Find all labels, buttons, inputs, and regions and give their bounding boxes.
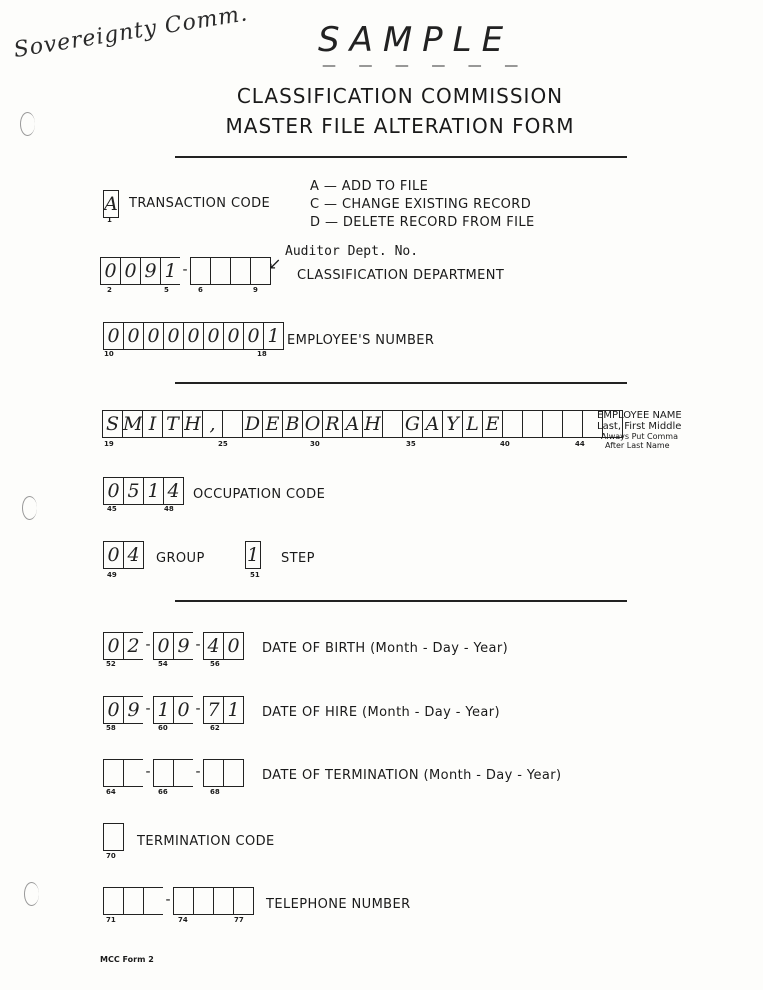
column-number: 58	[106, 724, 116, 732]
column-number: 1	[107, 216, 112, 224]
dept-digit[interactable]: 1	[160, 257, 180, 285]
column-number: 30	[310, 440, 320, 448]
dept-digit[interactable]: 9	[140, 257, 160, 285]
separator: -	[195, 701, 201, 717]
column-number: 45	[107, 505, 117, 513]
phone-digit[interactable]	[173, 887, 193, 915]
option-delete: D — DELETE RECORD FROM FILE	[310, 215, 535, 230]
name-char[interactable]: Y	[442, 410, 462, 438]
column-number: 77	[234, 916, 244, 924]
transaction-code-field[interactable]	[103, 190, 119, 218]
occupation-digit[interactable]: 5	[123, 477, 143, 505]
birth-day-digit[interactable]: 0	[153, 632, 173, 660]
name-label-hint: After Last Name	[605, 441, 670, 450]
hire-day-digit[interactable]: 0	[173, 696, 193, 724]
separator: -	[145, 637, 151, 653]
occupation-code-field[interactable]	[103, 477, 184, 505]
group-label: GROUP	[156, 551, 205, 566]
employee-name-field[interactable]	[102, 410, 623, 438]
name-char[interactable]: H	[182, 410, 202, 438]
emp-digit[interactable]: 0	[223, 322, 243, 350]
form-title-line1: CLASSIFICATION COMMISSION	[236, 84, 564, 108]
birth-month-digit[interactable]: 2	[123, 632, 143, 660]
hire-day-digit[interactable]: 1	[153, 696, 173, 724]
name-char[interactable]: O	[302, 410, 322, 438]
name-char[interactable]: M	[122, 410, 142, 438]
column-number: 56	[210, 660, 220, 668]
area-code-digit[interactable]	[123, 887, 143, 915]
column-number: 2	[107, 286, 112, 294]
name-char[interactable]	[522, 410, 542, 438]
emp-digit[interactable]: 0	[123, 322, 143, 350]
group-digit[interactable]: 0	[103, 541, 123, 569]
column-number: 64	[106, 788, 116, 796]
column-number: 25	[218, 440, 228, 448]
sample-stamp: SAMPLE	[318, 20, 514, 60]
transaction-code-options	[310, 178, 535, 232]
column-number: 74	[178, 916, 188, 924]
column-number: 71	[106, 916, 116, 924]
name-char[interactable]: E	[262, 410, 282, 438]
termination-code-label: TERMINATION CODE	[137, 834, 275, 849]
area-code-digit[interactable]	[103, 887, 123, 915]
column-number: 60	[158, 724, 168, 732]
column-number: 52	[106, 660, 116, 668]
column-number: 9	[253, 286, 258, 294]
name-char[interactable]	[562, 410, 582, 438]
divider	[175, 382, 627, 384]
column-number: 5	[164, 286, 169, 294]
handwritten-note: Sovereignty Comm.	[12, 1, 250, 63]
column-number: 66	[158, 788, 168, 796]
hire-year-digit[interactable]: 1	[223, 696, 244, 724]
employee-name-label	[597, 410, 682, 450]
dept-digit[interactable]: 0	[120, 257, 140, 285]
column-number: 62	[210, 724, 220, 732]
emp-digit[interactable]: 0	[143, 322, 163, 350]
birth-date-label: DATE OF BIRTH (Month - Day - Year)	[262, 641, 509, 656]
separator: -	[195, 637, 201, 653]
name-char[interactable]	[502, 410, 522, 438]
department-number-field[interactable]	[100, 257, 271, 285]
column-number: 6	[198, 286, 203, 294]
dept-digit[interactable]	[230, 257, 250, 285]
column-number: 68	[210, 788, 220, 796]
termination-code-box[interactable]	[103, 823, 124, 851]
auditor-note: Auditor Dept. No.	[285, 244, 419, 259]
name-char[interactable]: A	[422, 410, 442, 438]
form-title-line2: MASTER FILE ALTERATION FORM	[225, 114, 575, 138]
term-day-digit[interactable]	[173, 759, 193, 787]
column-number: 35	[406, 440, 416, 448]
column-number: 40	[500, 440, 510, 448]
column-number: 10	[104, 350, 114, 358]
step-digit[interactable]: 1	[245, 541, 261, 569]
birth-date-field[interactable]	[103, 632, 244, 660]
form-number: MCC Form 2	[100, 955, 154, 964]
column-number: 18	[257, 350, 267, 358]
emp-digit[interactable]: 0	[103, 322, 123, 350]
employee-number-label: EMPLOYEE'S NUMBER	[287, 333, 435, 348]
term-year-digit[interactable]	[203, 759, 223, 787]
department-label: CLASSIFICATION DEPARTMENT	[297, 268, 505, 283]
occupation-code-label: OCCUPATION CODE	[193, 487, 326, 502]
separator: -	[145, 701, 151, 717]
name-char[interactable]: H	[362, 410, 382, 438]
separator: -	[145, 764, 151, 780]
sample-underline: — — — — — —	[322, 58, 528, 74]
column-number: 54	[158, 660, 168, 668]
group-digit[interactable]: 4	[123, 541, 144, 569]
emp-digit[interactable]: 0	[163, 322, 183, 350]
occupation-digit[interactable]: 1	[143, 477, 163, 505]
name-char[interactable]: L	[462, 410, 482, 438]
employee-number-field[interactable]	[103, 322, 284, 350]
hire-date-label: DATE OF HIRE (Month - Day - Year)	[262, 705, 500, 720]
column-number: 70	[106, 852, 116, 860]
term-month-digit[interactable]	[123, 759, 143, 787]
option-add: A — ADD TO FILE	[310, 179, 429, 194]
name-char[interactable]: ,	[202, 410, 222, 438]
dept-digit[interactable]	[210, 257, 230, 285]
birth-day-digit[interactable]: 9	[173, 632, 193, 660]
termination-code-field[interactable]	[103, 823, 124, 851]
hire-month-digit[interactable]: 9	[123, 696, 143, 724]
name-char[interactable]: B	[282, 410, 302, 438]
dept-digit[interactable]	[190, 257, 210, 285]
column-number: 51	[250, 571, 260, 579]
transaction-code-box[interactable]: A	[103, 190, 119, 218]
telephone-field[interactable]	[103, 887, 254, 915]
birth-year-digit[interactable]: 0	[223, 632, 244, 660]
step-label: STEP	[281, 551, 315, 566]
divider	[175, 600, 627, 602]
separator: -	[165, 892, 171, 908]
column-number: 49	[107, 571, 117, 579]
name-char[interactable]: S	[102, 410, 122, 438]
area-code-digit[interactable]	[143, 887, 163, 915]
termination-date-label: DATE OF TERMINATION (Month - Day - Year)	[262, 768, 562, 783]
name-char[interactable]: R	[322, 410, 342, 438]
termination-date-field[interactable]	[103, 759, 244, 787]
separator: -	[182, 262, 188, 278]
margin-mark	[22, 496, 37, 520]
column-number: 44	[575, 440, 585, 448]
emp-digit[interactable]: 1	[263, 322, 284, 350]
name-char[interactable]: E	[482, 410, 502, 438]
column-number: 48	[164, 505, 174, 513]
name-char[interactable]	[382, 410, 402, 438]
name-char[interactable]: A	[342, 410, 362, 438]
transaction-code-label: TRANSACTION CODE	[129, 196, 271, 211]
option-change: C — CHANGE EXISTING RECORD	[310, 197, 532, 212]
emp-digit[interactable]: 0	[243, 322, 263, 350]
separator: -	[195, 764, 201, 780]
step-field[interactable]	[245, 541, 261, 569]
term-day-digit[interactable]	[153, 759, 173, 787]
phone-digit[interactable]	[193, 887, 213, 915]
name-label-format: Last, First Middle	[597, 421, 682, 432]
hire-date-field[interactable]	[103, 696, 244, 724]
margin-mark	[24, 882, 39, 906]
column-number: 19	[104, 440, 114, 448]
phone-digit[interactable]	[233, 887, 254, 915]
name-char[interactable]: D	[242, 410, 262, 438]
name-label-title: EMPLOYEE NAME	[597, 410, 682, 421]
term-year-digit[interactable]	[223, 759, 244, 787]
occupation-digit[interactable]: 4	[163, 477, 184, 505]
telephone-label: TELEPHONE NUMBER	[266, 897, 411, 912]
name-char[interactable]: T	[162, 410, 182, 438]
emp-digit[interactable]: 0	[183, 322, 203, 350]
hire-month-digit[interactable]: 0	[103, 696, 123, 724]
name-char[interactable]	[222, 410, 242, 438]
name-label-hint: Always Put Comma	[601, 432, 678, 441]
hire-year-digit[interactable]: 7	[203, 696, 223, 724]
emp-digit[interactable]: 0	[203, 322, 223, 350]
dept-digit[interactable]: 0	[100, 257, 120, 285]
group-field[interactable]	[103, 541, 144, 569]
name-char[interactable]: G	[402, 410, 422, 438]
occupation-digit[interactable]: 0	[103, 477, 123, 505]
arrow-icon: ↙	[268, 254, 282, 273]
phone-digit[interactable]	[213, 887, 233, 915]
birth-month-digit[interactable]: 0	[103, 632, 123, 660]
term-month-digit[interactable]	[103, 759, 123, 787]
name-char[interactable]: I	[142, 410, 162, 438]
birth-year-digit[interactable]: 4	[203, 632, 223, 660]
name-char[interactable]	[542, 410, 562, 438]
divider	[175, 156, 627, 158]
